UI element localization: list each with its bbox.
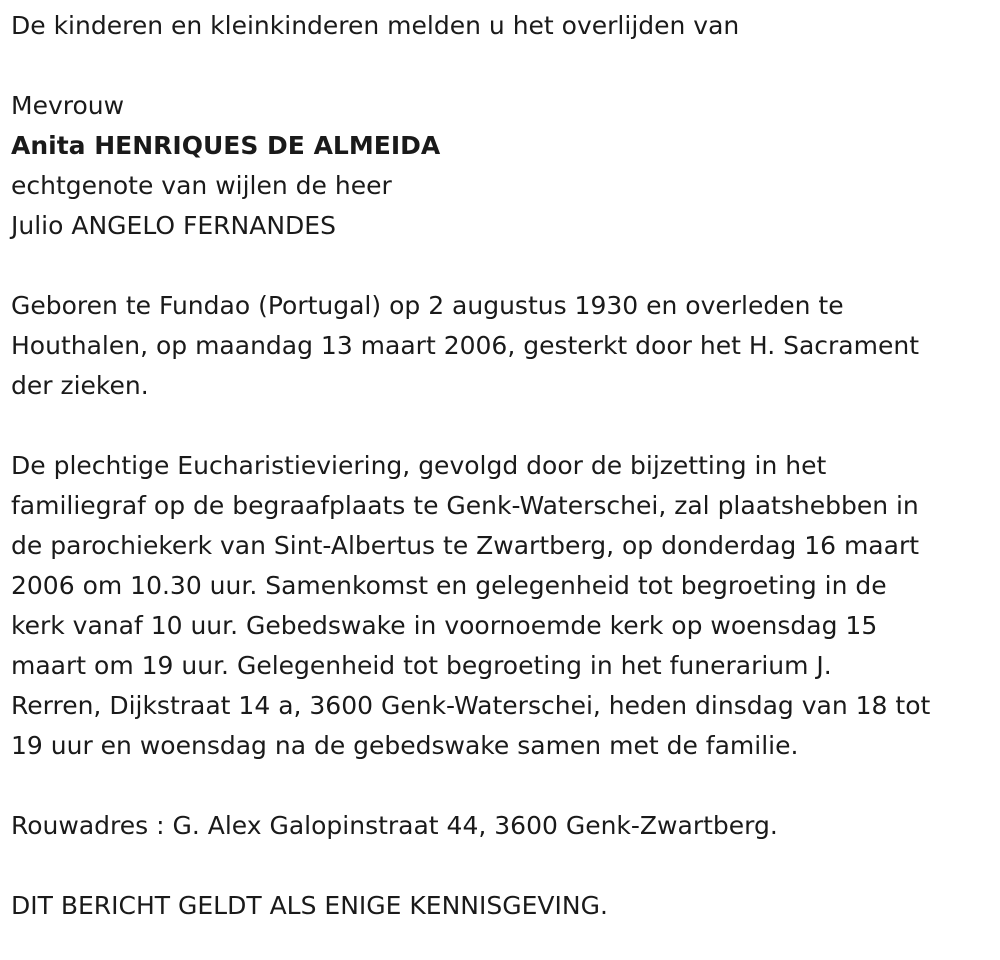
- paragraph-line: kerk vanaf 10 uur. Gebedswake in voornoemde kerk op woensdag 15: [11, 611, 878, 640]
- deceased-name: Anita HENRIQUES DE ALMEIDA: [11, 131, 441, 160]
- spacer: [11, 766, 991, 806]
- paragraph-line: Houthalen, op maandag 13 maart 2006, gesterkt door het H. Sacrament: [11, 331, 920, 360]
- obituary-notice: [11, 6, 991, 926]
- spacer: [11, 406, 991, 446]
- paragraph-line: 2006 om 10.30 uur. Samenkomst en gelegenheid tot begroeting in de: [11, 571, 887, 600]
- relation-line: echtgenote van wijlen de heer: [11, 171, 392, 200]
- notice-statement: DIT BERICHT GELDT ALS ENIGE KENNISGEVING.: [11, 891, 608, 920]
- paragraph-line: 19 uur en woensdag na de gebedswake samen met de familie.: [11, 731, 799, 760]
- intro-line: De kinderen en kleinkinderen melden u het overlijden van: [11, 11, 740, 40]
- paragraph-line: Geboren te Fundao (Portugal) op 2 augustus 1930 en overleden te: [11, 291, 844, 320]
- paragraph-line: de parochiekerk van Sint-Albertus te Zwartberg, op donderdag 16 maart: [11, 531, 920, 560]
- spacer: [11, 246, 991, 286]
- spouse-name: Julio ANGELO FERNANDES: [11, 211, 336, 240]
- paragraph-line: De plechtige Eucharistieviering, gevolgd door de bijzetting in het: [11, 451, 827, 480]
- birth-death-paragraph: [11, 286, 991, 406]
- paragraph-line: der zieken.: [11, 371, 149, 400]
- paragraph-line: familiegraf op de begraafplaats te Genk-Waterschei, zal plaatshebben in: [11, 491, 919, 520]
- paragraph-line: Rerren, Dijkstraat 14 a, 3600 Genk-Waterschei, heden dinsdag van 18 tot: [11, 691, 931, 720]
- spacer: [11, 846, 991, 886]
- honorific: Mevrouw: [11, 91, 125, 120]
- ceremony-paragraph: [11, 446, 991, 766]
- mourning-address: Rouwadres : G. Alex Galopinstraat 44, 3600 Genk-Zwartberg.: [11, 811, 778, 840]
- paragraph-line: maart om 19 uur. Gelegenheid tot begroeting in het funerarium J.: [11, 651, 832, 680]
- spacer: [11, 46, 991, 86]
